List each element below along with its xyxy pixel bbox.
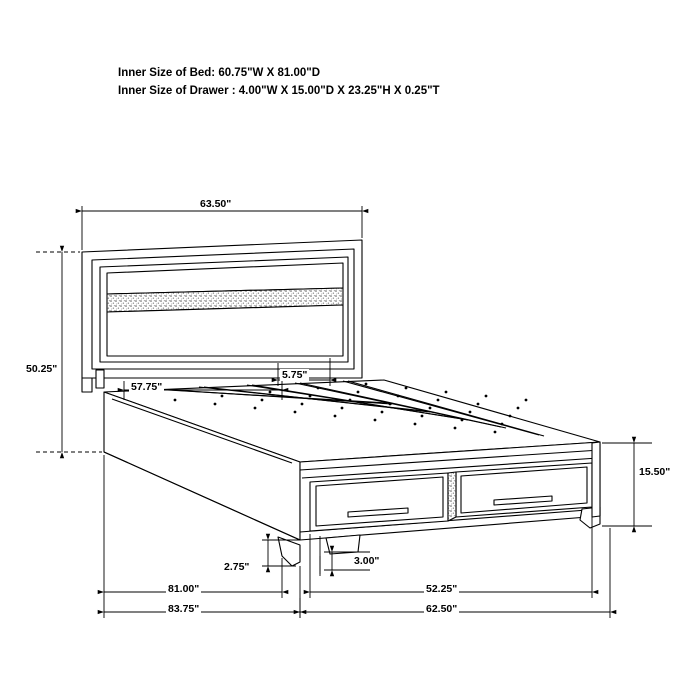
dimension-side-length-outer: 83.75" bbox=[168, 603, 200, 615]
dimension-rail-length: 57.75" bbox=[131, 381, 163, 393]
dimension-footboard-height: 15.50" bbox=[639, 466, 671, 478]
dimension-headboard-offset: 5.75" bbox=[282, 369, 308, 381]
dimension-overall-height: 50.25" bbox=[26, 363, 58, 375]
dimension-front-width-outer: 62.50" bbox=[426, 603, 458, 615]
dimension-drawer-clearance: 3.00" bbox=[354, 555, 380, 567]
inner-size-bed-text: Inner Size of Bed: 60.75"W X 81.00"D bbox=[118, 67, 320, 79]
bed-geometry bbox=[82, 240, 600, 566]
dimension-headboard-width: 63.50" bbox=[200, 198, 232, 210]
inner-size-drawer-text: Inner Size of Drawer : 4.00"W X 15.00"D X 23.25"H X 0.25"T bbox=[118, 85, 440, 97]
dimension-foot-clearance: 2.75" bbox=[224, 561, 250, 573]
dimension-front-width-inner: 52.25" bbox=[426, 583, 458, 595]
dimension-side-length-inner: 81.00" bbox=[168, 583, 200, 595]
